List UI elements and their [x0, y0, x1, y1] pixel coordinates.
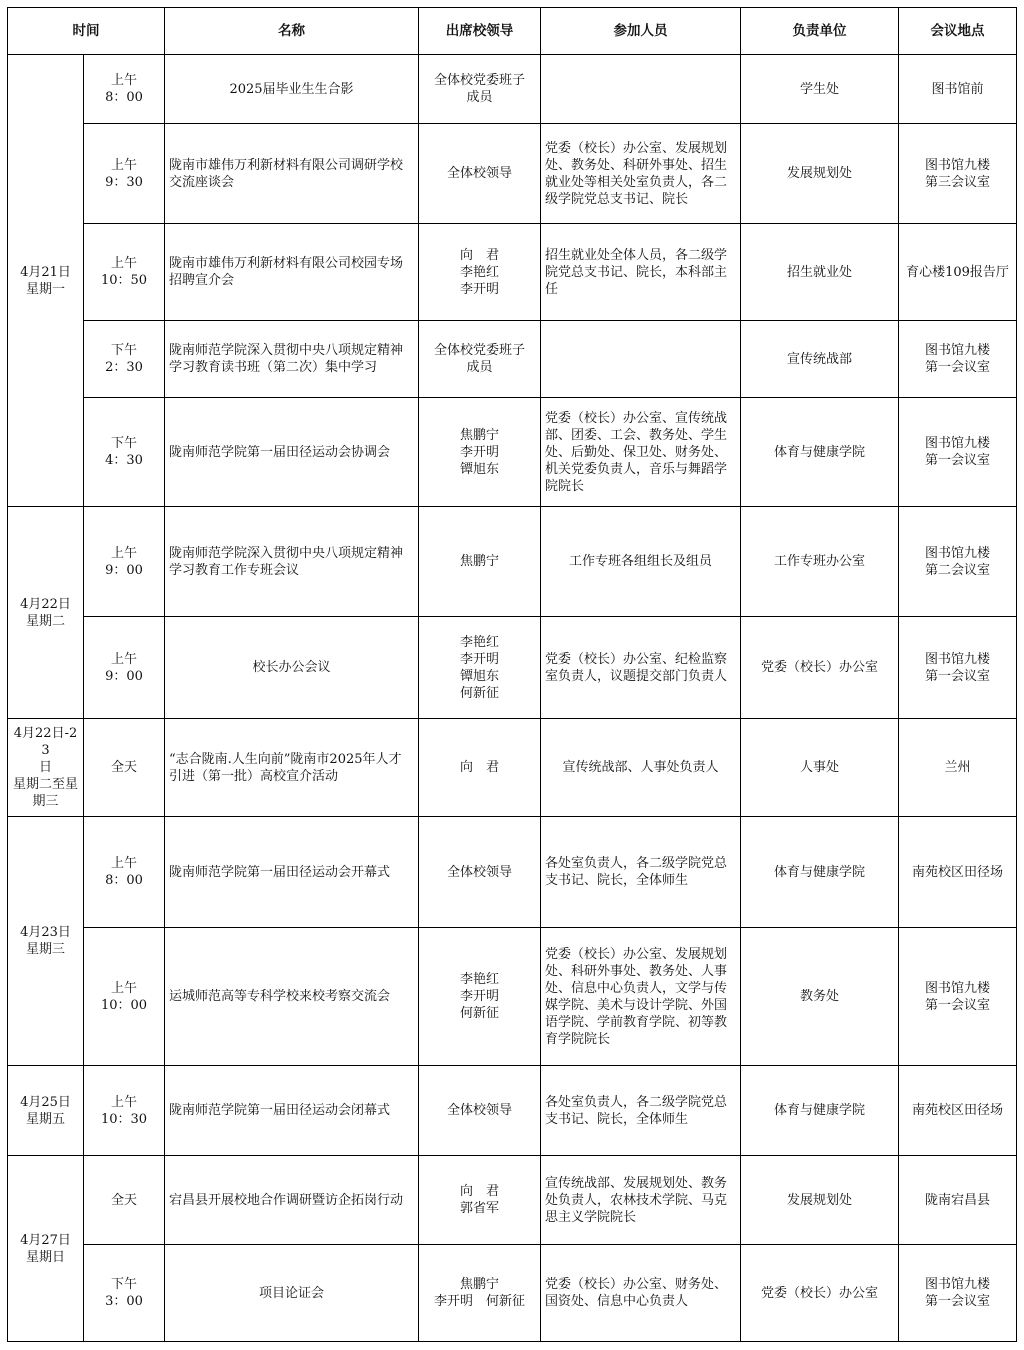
table-row	[8, 1066, 1017, 1156]
table-row	[8, 817, 1017, 928]
participants-cell: 宣传统战部、人事处负责人	[541, 719, 741, 817]
name-cell: 运城师范高等专科学校来校考察交流会	[165, 928, 419, 1066]
location-cell: 育心楼109报告厅	[899, 224, 1017, 321]
table-row	[8, 124, 1017, 224]
participants-cell	[541, 55, 741, 124]
time-cell: 下午 3：00	[84, 1245, 165, 1342]
date-cell: 4月21日 星期一	[8, 55, 84, 507]
leaders-cell: 向 君 郭省军	[419, 1156, 541, 1245]
name-cell: 校长办公会议	[165, 617, 419, 719]
name-cell: 陇南师范学院深入贯彻中央八项规定精神学习教育工作专班会议	[165, 507, 419, 617]
table-row	[8, 719, 1017, 817]
time-cell: 上午 10：50	[84, 224, 165, 321]
date-cell: 4月25日 星期五	[8, 1066, 84, 1156]
unit-cell: 人事处	[741, 719, 899, 817]
location-cell: 南苑校区田径场	[899, 817, 1017, 928]
time-cell: 上午 10：30	[84, 1066, 165, 1156]
participants-cell: 党委（校长）办公室、发展规划处、教务处、科研外事处、招生就业处等相关处室负责人，各二级学院党总支书记、院长	[541, 124, 741, 224]
schedule-table	[7, 7, 1017, 1342]
participants-cell: 招生就业处全体人员，各二级学院党总支书记、院长，本科部主任	[541, 224, 741, 321]
name-cell: 陇南市雄伟万利新材料有限公司调研学校交流座谈会	[165, 124, 419, 224]
time-cell: 上午 9：30	[84, 124, 165, 224]
name-cell: 宕昌县开展校地合作调研暨访企拓岗行动	[165, 1156, 419, 1245]
location-cell: 图书馆九楼 第一会议室	[899, 321, 1017, 398]
location-cell: 兰州	[899, 719, 1017, 817]
location-cell: 图书馆九楼 第三会议室	[899, 124, 1017, 224]
unit-cell: 体育与健康学院	[741, 1066, 899, 1156]
table-row	[8, 55, 1017, 124]
table-row	[8, 321, 1017, 398]
participants-cell	[541, 321, 741, 398]
date-cell: 4月23日 星期三	[8, 817, 84, 1066]
table-row	[8, 928, 1017, 1066]
name-cell: 陇南师范学院第一届田径运动会开幕式	[165, 817, 419, 928]
time-cell: 下午 2：30	[84, 321, 165, 398]
leaders-cell: 全体校党委班子 成员	[419, 55, 541, 124]
time-cell: 全天	[84, 1156, 165, 1245]
location-cell: 图书馆前	[899, 55, 1017, 124]
leaders-cell: 全体校领导	[419, 124, 541, 224]
location-cell: 图书馆九楼 第一会议室	[899, 928, 1017, 1066]
leaders-cell: 李艳红 李开明 镡旭东 何新征	[419, 617, 541, 719]
unit-cell: 招生就业处	[741, 224, 899, 321]
location-cell: 图书馆九楼 第一会议室	[899, 398, 1017, 507]
participants-cell: 党委（校长）办公室、纪检监察室负责人，议题提交部门负责人	[541, 617, 741, 719]
leaders-cell: 焦鹏宁	[419, 507, 541, 617]
header-time: 时间	[8, 8, 165, 55]
participants-cell: 各处室负责人，各二级学院党总支书记、院长，全体师生	[541, 1066, 741, 1156]
leaders-cell: 向 君	[419, 719, 541, 817]
leaders-cell: 全体校领导	[419, 1066, 541, 1156]
header-leaders: 出席校领导	[419, 8, 541, 55]
leaders-cell: 焦鹏宁 李开明 镡旭东	[419, 398, 541, 507]
location-cell: 图书馆九楼 第一会议室	[899, 1245, 1017, 1342]
table-row	[8, 398, 1017, 507]
table-row	[8, 224, 1017, 321]
unit-cell: 宣传统战部	[741, 321, 899, 398]
header-row	[8, 8, 1017, 55]
leaders-cell: 李艳红 李开明 何新征	[419, 928, 541, 1066]
leaders-cell: 焦鹏宁 李开明 何新征	[419, 1245, 541, 1342]
time-cell: 上午 8：00	[84, 817, 165, 928]
unit-cell: 体育与健康学院	[741, 398, 899, 507]
time-cell: 下午 4：30	[84, 398, 165, 507]
participants-cell: 党委（校长）办公室、发展规划处、科研外事处、教务处、人事处、信息中心负责人，文学与传媒学院、美术与设计学院、外国语学院、学前教育学院、初等教育学院院长	[541, 928, 741, 1066]
participants-cell: 各处室负责人，各二级学院党总支书记、院长，全体师生	[541, 817, 741, 928]
name-cell: 2025届毕业生生合影	[165, 55, 419, 124]
header-participants: 参加人员	[541, 8, 741, 55]
time-cell: 上午 9：00	[84, 507, 165, 617]
header-location: 会议地点	[899, 8, 1017, 55]
time-cell: 全天	[84, 719, 165, 817]
location-cell: 图书馆九楼 第一会议室	[899, 617, 1017, 719]
unit-cell: 发展规划处	[741, 124, 899, 224]
table-row	[8, 1245, 1017, 1342]
unit-cell: 工作专班办公室	[741, 507, 899, 617]
table-row	[8, 1156, 1017, 1245]
unit-cell: 发展规划处	[741, 1156, 899, 1245]
location-cell: 南苑校区田径场	[899, 1066, 1017, 1156]
participants-cell: 宣传统战部、发展规划处、教务处负责人，农林技术学院、马克思主义学院院长	[541, 1156, 741, 1245]
unit-cell: 党委（校长）办公室	[741, 617, 899, 719]
schedule-document	[7, 7, 1017, 1342]
time-cell: 上午 8：00	[84, 55, 165, 124]
unit-cell: 教务处	[741, 928, 899, 1066]
location-cell: 图书馆九楼 第二会议室	[899, 507, 1017, 617]
name-cell: 陇南师范学院第一届田径运动会协调会	[165, 398, 419, 507]
name-cell: 陇南师范学院深入贯彻中央八项规定精神学习教育读书班（第二次）集中学习	[165, 321, 419, 398]
unit-cell: 党委（校长）办公室	[741, 1245, 899, 1342]
leaders-cell: 向 君 李艳红 李开明	[419, 224, 541, 321]
table-row	[8, 617, 1017, 719]
name-cell: 陇南市雄伟万利新材料有限公司校园专场招聘宣介会	[165, 224, 419, 321]
location-cell: 陇南宕昌县	[899, 1156, 1017, 1245]
time-cell: 上午 10：00	[84, 928, 165, 1066]
date-cell: 4月22日-23 日 星期二至星 期三	[8, 719, 84, 817]
participants-cell: 党委（校长）办公室、宣传统战部、团委、工会、教务处、学生处、后勤处、保卫处、财务处、机关党委负责人，音乐与舞蹈学院院长	[541, 398, 741, 507]
unit-cell: 体育与健康学院	[741, 817, 899, 928]
name-cell: 项目论证会	[165, 1245, 419, 1342]
participants-cell: 党委（校长）办公室、财务处、国资处、信息中心负责人	[541, 1245, 741, 1342]
leaders-cell: 全体校领导	[419, 817, 541, 928]
leaders-cell: 全体校党委班子 成员	[419, 321, 541, 398]
header-unit: 负责单位	[741, 8, 899, 55]
name-cell: 陇南师范学院第一届田径运动会闭幕式	[165, 1066, 419, 1156]
unit-cell: 学生处	[741, 55, 899, 124]
name-cell: “志合陇南.人生向前”陇南市2025年人才引进（第一批）高校宣介活动	[165, 719, 419, 817]
time-cell: 上午 9：00	[84, 617, 165, 719]
date-cell: 4月27日 星期日	[8, 1156, 84, 1342]
date-cell: 4月22日 星期二	[8, 507, 84, 719]
participants-cell: 工作专班各组组长及组员	[541, 507, 741, 617]
table-row	[8, 507, 1017, 617]
header-name: 名称	[165, 8, 419, 55]
